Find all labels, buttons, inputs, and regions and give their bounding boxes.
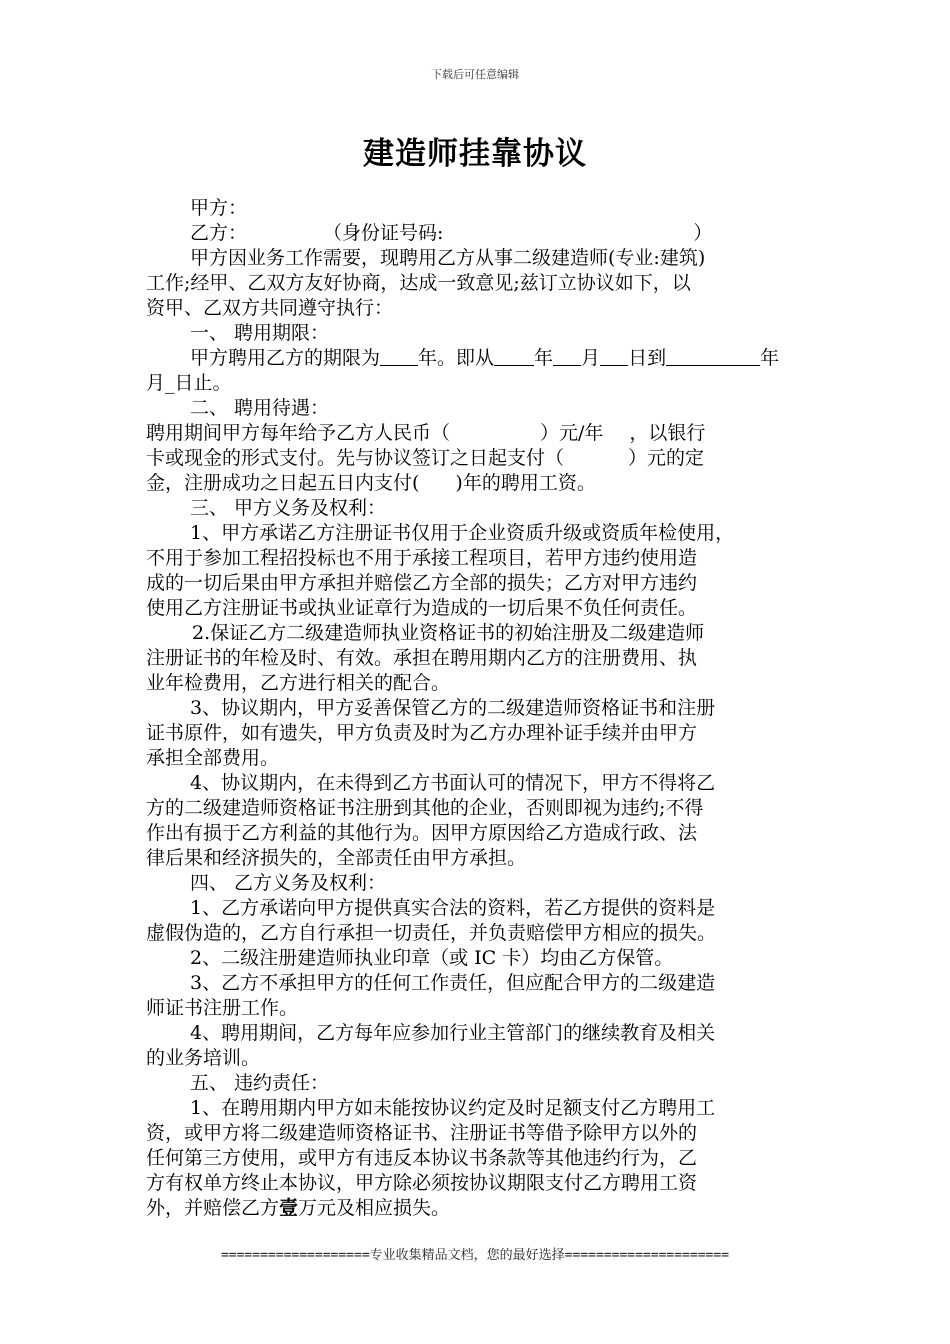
clause-line: 任何第三方使用，或甲方有违反本协议书条款等其他违约行为，乙 xyxy=(146,1147,698,1169)
clause-line: 方的二级建造师资格证书注册到其他的企业，否则即视为违约;不得 xyxy=(146,797,704,819)
clause-line: 3、乙方不承担甲方的任何工作责任，但应配合甲方的二级建造 xyxy=(190,972,716,994)
pay-line: 聘用期间甲方每年给予乙方人民币（ ）元/年 ，以银行 xyxy=(146,422,706,444)
intro-line: 资甲、乙双方共同遵守执行： xyxy=(146,297,394,319)
blank-field xyxy=(494,347,534,366)
intro-line: 工作;经甲、乙双方友好协商，达成一致意见;兹订立协议如下，以 xyxy=(146,272,691,294)
party-b-line: 乙方： （身份证号码: ） xyxy=(190,222,713,244)
clause-line: 资，或甲方将二级建造师资格证书、注册证书等借予除甲方以外的 xyxy=(146,1122,698,1144)
section-3-heading: 三、 甲方义务及权利： xyxy=(190,497,387,519)
clause-line: 2、二级注册建造师执业印章（或 IC 卡）均由乙方保管。 xyxy=(190,947,674,969)
pay-line: 金，注册成功之日起五日内支付( )年的聘用工资。 xyxy=(146,472,596,494)
clause-line: 成的一切后果由甲方承担并赔偿乙方全部的损失；乙方对甲方违约 xyxy=(146,572,698,594)
term-line: 月_日止。 xyxy=(146,372,232,394)
clause-line: 4、协议期内，在未得到乙方书面认可的情况下，甲方不得将乙 xyxy=(190,772,716,794)
clause-line: 1、乙方承诺向甲方提供真实合法的资料，若乙方提供的资料是 xyxy=(190,897,716,919)
party-a-line: 甲方： xyxy=(190,197,248,219)
term-line: 甲方聘用乙方的期限为 年。即从 年 月 日到 年 xyxy=(190,347,780,369)
intro-line: 甲方因业务工作需要，现聘用乙方从事二级建造师(专业:建筑) xyxy=(190,247,706,269)
clause-line: 师证书注册工作。 xyxy=(146,997,299,1019)
pay-line: 卡或现金的形式支付。先与协议签订之日起支付（ ）元的定 xyxy=(146,447,705,469)
top-note: 下载后可任意编辑 xyxy=(431,68,519,81)
clause-line: 1、在聘用期内甲方如未能按协议约定及时足额支付乙方聘用工 xyxy=(190,1097,716,1119)
clause-line: 1、甲方承诺乙方注册证书仅用于企业资质升级或资质年检使用， xyxy=(190,522,735,544)
document-title: 建造师挂靠协议 xyxy=(363,136,587,172)
clause-line: 作出有损于乙方利益的其他行为。因甲方原因给乙方造成行政、法 xyxy=(146,822,698,844)
clause-line: 注册证书的年检及时、有效。承担在聘用期内乙方的注册费用、执 xyxy=(146,647,698,669)
clause-line: 不用于参加工程招投标也不用于承接工程项目，若甲方违约使用造 xyxy=(146,547,698,569)
clause-line: 外，并赔偿乙方壹万元及相应损失。 xyxy=(146,1197,451,1219)
amount-text: 壹 xyxy=(279,1197,299,1219)
clause-line: 承担全部费用。 xyxy=(146,747,280,769)
clause-line: 方有权单方终止本协议，甲方除必须按协议期限支付乙方聘用工资 xyxy=(146,1172,698,1194)
clause-line: 使用乙方注册证书或执业证章行为造成的一切后果不负任何责任。 xyxy=(146,597,698,619)
clause-line: 3、协议期内，甲方妥善保管乙方的二级建造师资格证书和注册 xyxy=(190,697,716,719)
clause-line: 业年检费用，乙方进行相关的配合。 xyxy=(146,672,451,694)
clause-line: 律后果和经济损失的，全部责任由甲方承担。 xyxy=(146,847,527,869)
blank-field xyxy=(380,347,418,366)
section-4-heading: 四、 乙方义务及权利： xyxy=(190,872,387,894)
section-5-heading: 五、 违约责任： xyxy=(190,1072,330,1094)
clause-line: 2.保证乙方二级建造师执业资格证书的初始注册及二级建造师 xyxy=(192,622,705,644)
clause-line: 4、聘用期间，乙方每年应参加行业主管部门的继续教育及相关 xyxy=(190,1022,716,1044)
clause-line: 的业务培训。 xyxy=(146,1047,261,1069)
blank-field xyxy=(666,347,760,366)
blank-field xyxy=(600,347,628,366)
section-1-heading: 一、 聘用期限： xyxy=(190,322,330,344)
clause-line: 虚假伪造的，乙方自行承担一切责任，并负责赔偿甲方相应的损失。 xyxy=(146,922,717,944)
document-body xyxy=(146,196,810,1221)
clause-line: 证书原件，如有遗失，甲方负责及时为乙方办理补证手续并由甲方 xyxy=(146,722,698,744)
section-2-heading: 二、 聘用待遇： xyxy=(190,397,330,419)
footer-banner: ===================专业收集精品文档，您的最好选择===================== xyxy=(220,1248,730,1263)
blank-field xyxy=(553,347,581,366)
